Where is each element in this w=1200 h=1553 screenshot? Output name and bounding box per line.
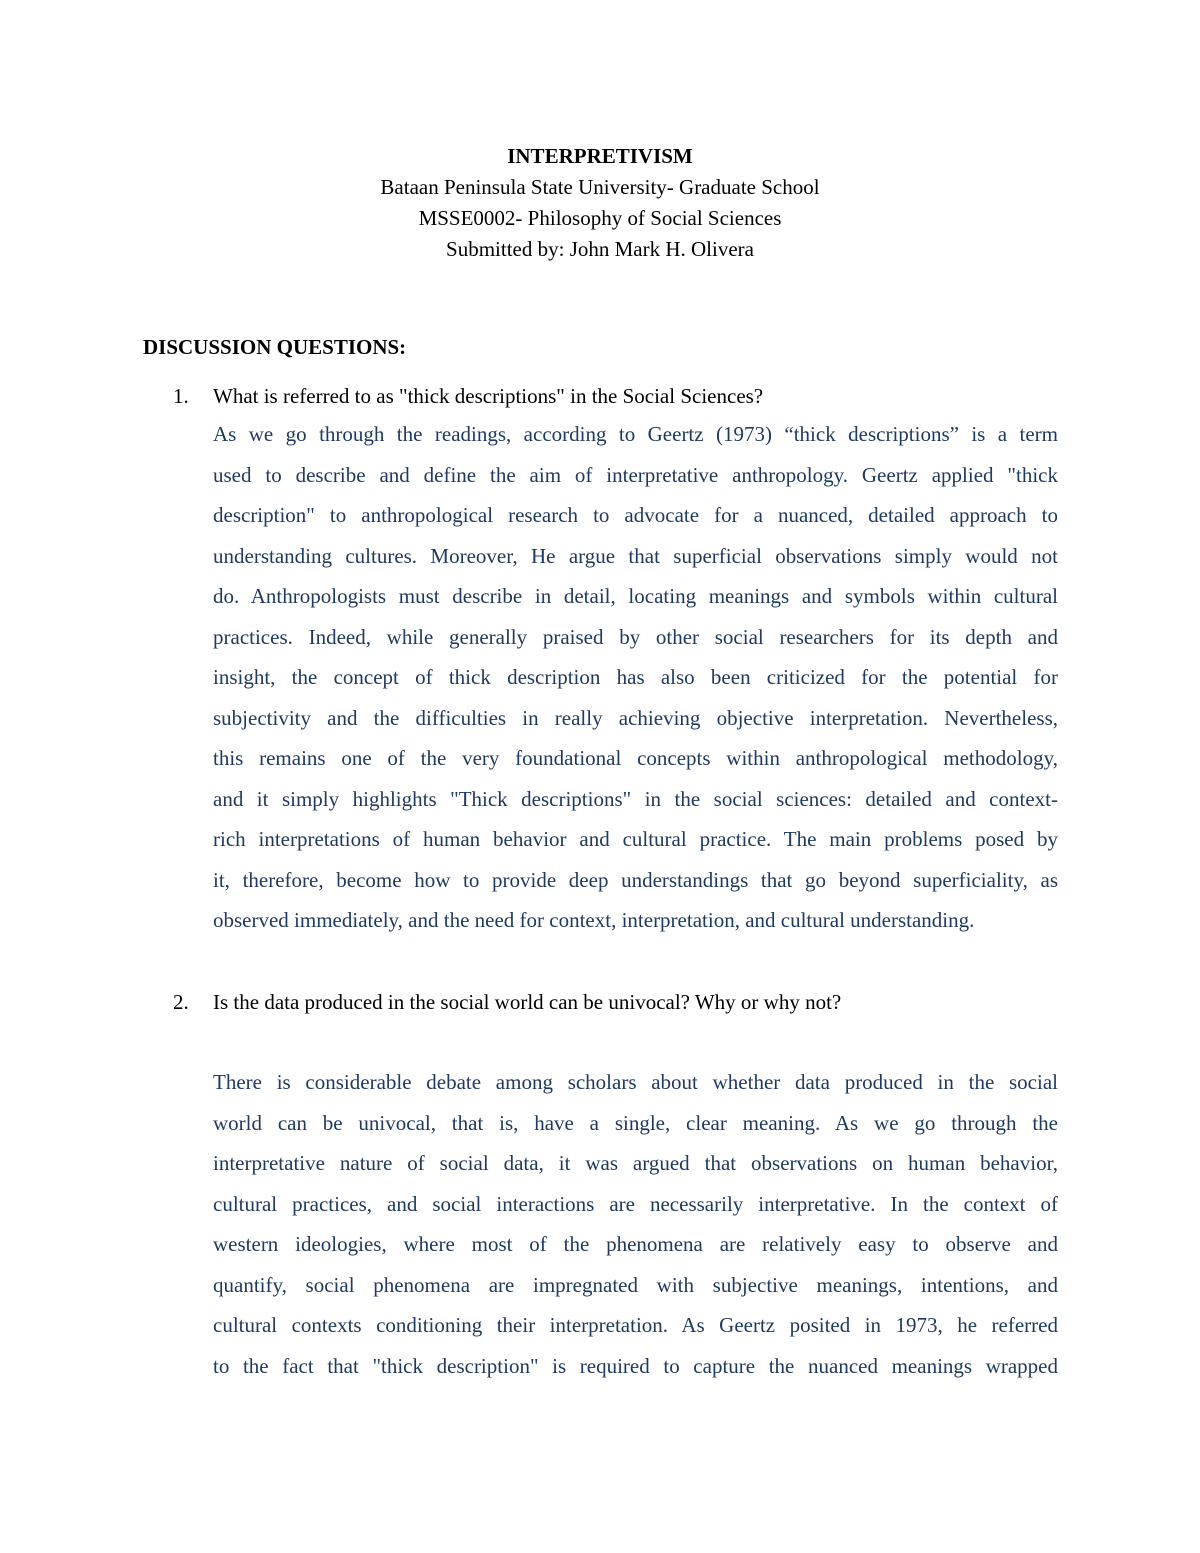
answer-line: it, therefore, become how to provide deep understandings that go beyond superficiality, as: [213, 867, 1058, 892]
answer-line: understanding cultures. Moreover, He argue that superficial observations simply would not: [213, 543, 1058, 568]
question-number: 2.: [173, 990, 189, 1014]
question-text: Is the data produced in the social world can be univocal? Why or why not?: [213, 990, 842, 1014]
answer-line: to the fact that "thick description" is required to capture the nuanced meanings wrapped: [213, 1353, 1058, 1378]
answer-line: observed immediately, and the need for context, interpretation, and cultural understanding.: [213, 908, 975, 932]
document-header: [0, 141, 1200, 265]
submitted-by-line: Submitted by: John Mark H. Olivera: [446, 237, 754, 261]
answer-line: subjectivity and the difficulties in really achieving objective interpretation. Nevertheless,: [213, 705, 1058, 730]
answer-line: There is considerable debate among scholars about whether data produced in the social: [213, 1070, 1058, 1094]
section-heading: DISCUSSION QUESTIONS:: [143, 335, 407, 359]
answer-line: and it simply highlights "Thick descriptions" in the social sciences: detailed and context-: [213, 786, 1058, 811]
question-2: [173, 988, 841, 1016]
question-number: 1.: [173, 384, 189, 408]
answer-line: this remains one of the very foundational concepts within anthropological methodology,: [213, 746, 1058, 770]
answer-line: description" to anthropological research to advocate for a nuanced, detailed approach to: [213, 503, 1058, 527]
answer-line: world can be univocal, that is, have a single, clear meaning. As we go through the: [213, 1110, 1058, 1135]
answer-1: [213, 414, 1058, 941]
answer-line: practices. Indeed, while generally praised by other social researchers for its depth and: [213, 624, 1058, 649]
question-text: What is referred to as "thick descriptions" in the Social Sciences?: [213, 384, 764, 408]
answer-line: cultural practices, and social interactions are necessarily interpretative. In the context of: [213, 1191, 1058, 1216]
answer-2: [213, 1062, 1058, 1386]
answer-line: quantify, social phenomena are impregnated with subjective meanings, intentions, and: [213, 1272, 1058, 1297]
answer-line: western ideologies, where most of the phenomena are relatively easy to observe and: [213, 1232, 1058, 1256]
answer-line: As we go through the readings, according to Geertz (1973) “thick descriptions” is a term: [213, 422, 1058, 446]
question-1: [173, 382, 763, 410]
course-line: MSSE0002- Philosophy of Social Sciences: [418, 206, 782, 230]
answer-line: cultural contexts conditioning their interpretation. As Geertz posited in 1973, he referred: [213, 1313, 1058, 1337]
answer-line: used to describe and define the aim of interpretative anthropology. Geertz applied "thick: [213, 462, 1058, 487]
answer-line: do. Anthropologists must describe in detail, locating meanings and symbols within cultural: [213, 584, 1058, 608]
answer-line: insight, the concept of thick description has also been criticized for the potential for: [213, 665, 1058, 689]
university-line: Bataan Peninsula State University- Graduate School: [380, 175, 820, 199]
answer-line: rich interpretations of human behavior and cultural practice. The main problems posed by: [213, 827, 1058, 851]
document-title: INTERPRETIVISM: [507, 144, 693, 168]
answer-line: interpretative nature of social data, it was argued that observations on human behavior,: [213, 1151, 1058, 1175]
